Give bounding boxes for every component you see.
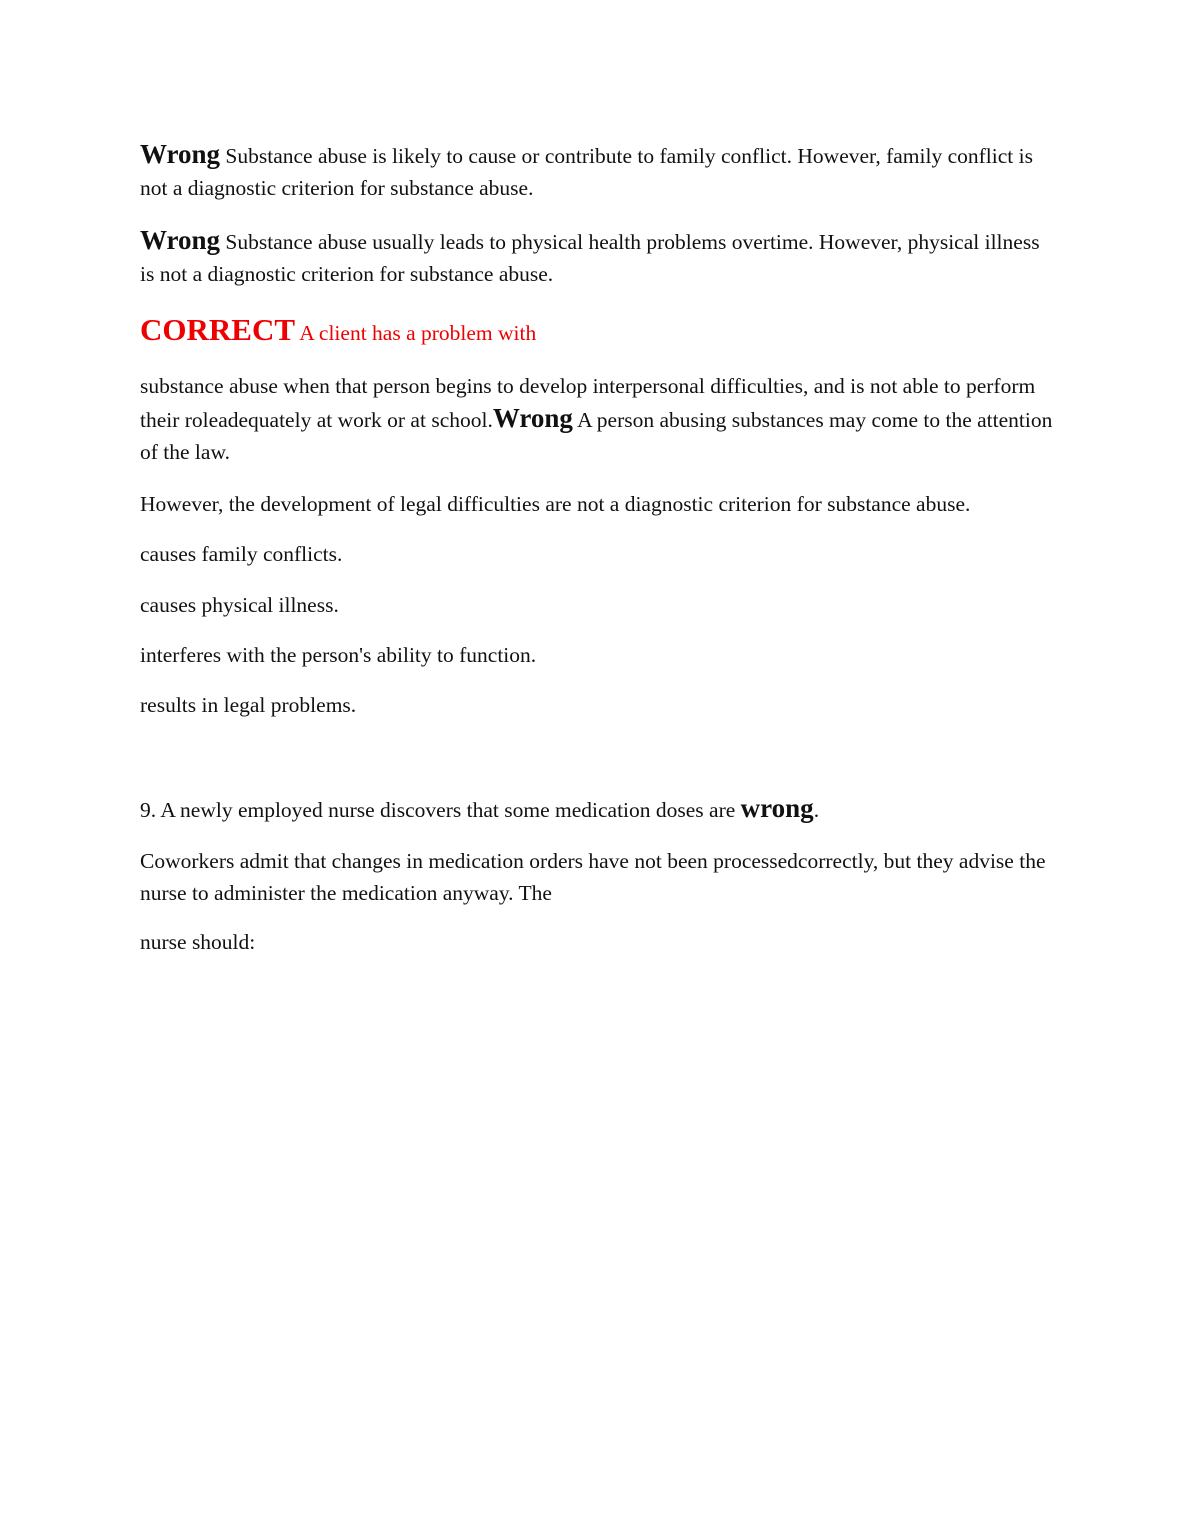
wrong-label: Wrong — [492, 403, 573, 433]
continuation-paragraph — [140, 370, 1055, 468]
question-stem — [140, 792, 1055, 826]
feedback-text: Substance abuse usually leads to physical health problems overtime. However, physical illness is not a diagnostic criterion for substance abuse. — [140, 230, 1040, 286]
continuation-text: substance abuse when that person begins to develop interpersonal difficulties, and is not able to perform their roleadequately at work or at school. — [140, 374, 1036, 432]
wrong-label: Wrong — [140, 225, 221, 255]
option-item: interferes with the person's ability to function. — [140, 643, 537, 667]
question-prompt: nurse should: — [140, 930, 256, 954]
correct-text: A client has a problem with — [295, 321, 537, 345]
feedback-text: Substance abuse is likely to cause or contribute to family conflict. However, family conflict is not a diagnostic criterion for substance abuse. — [140, 144, 1033, 200]
feedback-paragraph — [140, 138, 1055, 204]
legal-paragraph: However, the development of legal difficulties are not a diagnostic criterion for substance abuse. — [140, 492, 971, 516]
correct-label: CORRECT — [140, 312, 296, 347]
feedback-paragraph — [140, 224, 1055, 290]
wrong-emphasis: wrong — [740, 793, 814, 823]
question-detail: Coworkers admit that changes in medication orders have not been processedcorrectly, but they advise the nurse to administer the medication anyway. The — [140, 849, 1046, 905]
correct-paragraph — [140, 314, 1055, 349]
option-item: causes family conflicts. — [140, 542, 343, 566]
continuation-text-2: A person abusing substances may come to the attention of the law. — [140, 408, 1053, 464]
option-item: causes physical illness. — [140, 593, 339, 617]
question-text: 9. A newly employed nurse discovers that some medication doses are — [140, 798, 741, 822]
wrong-label: Wrong — [140, 139, 221, 169]
option-item: results in legal problems. — [140, 693, 357, 717]
question-period: . — [813, 798, 820, 822]
